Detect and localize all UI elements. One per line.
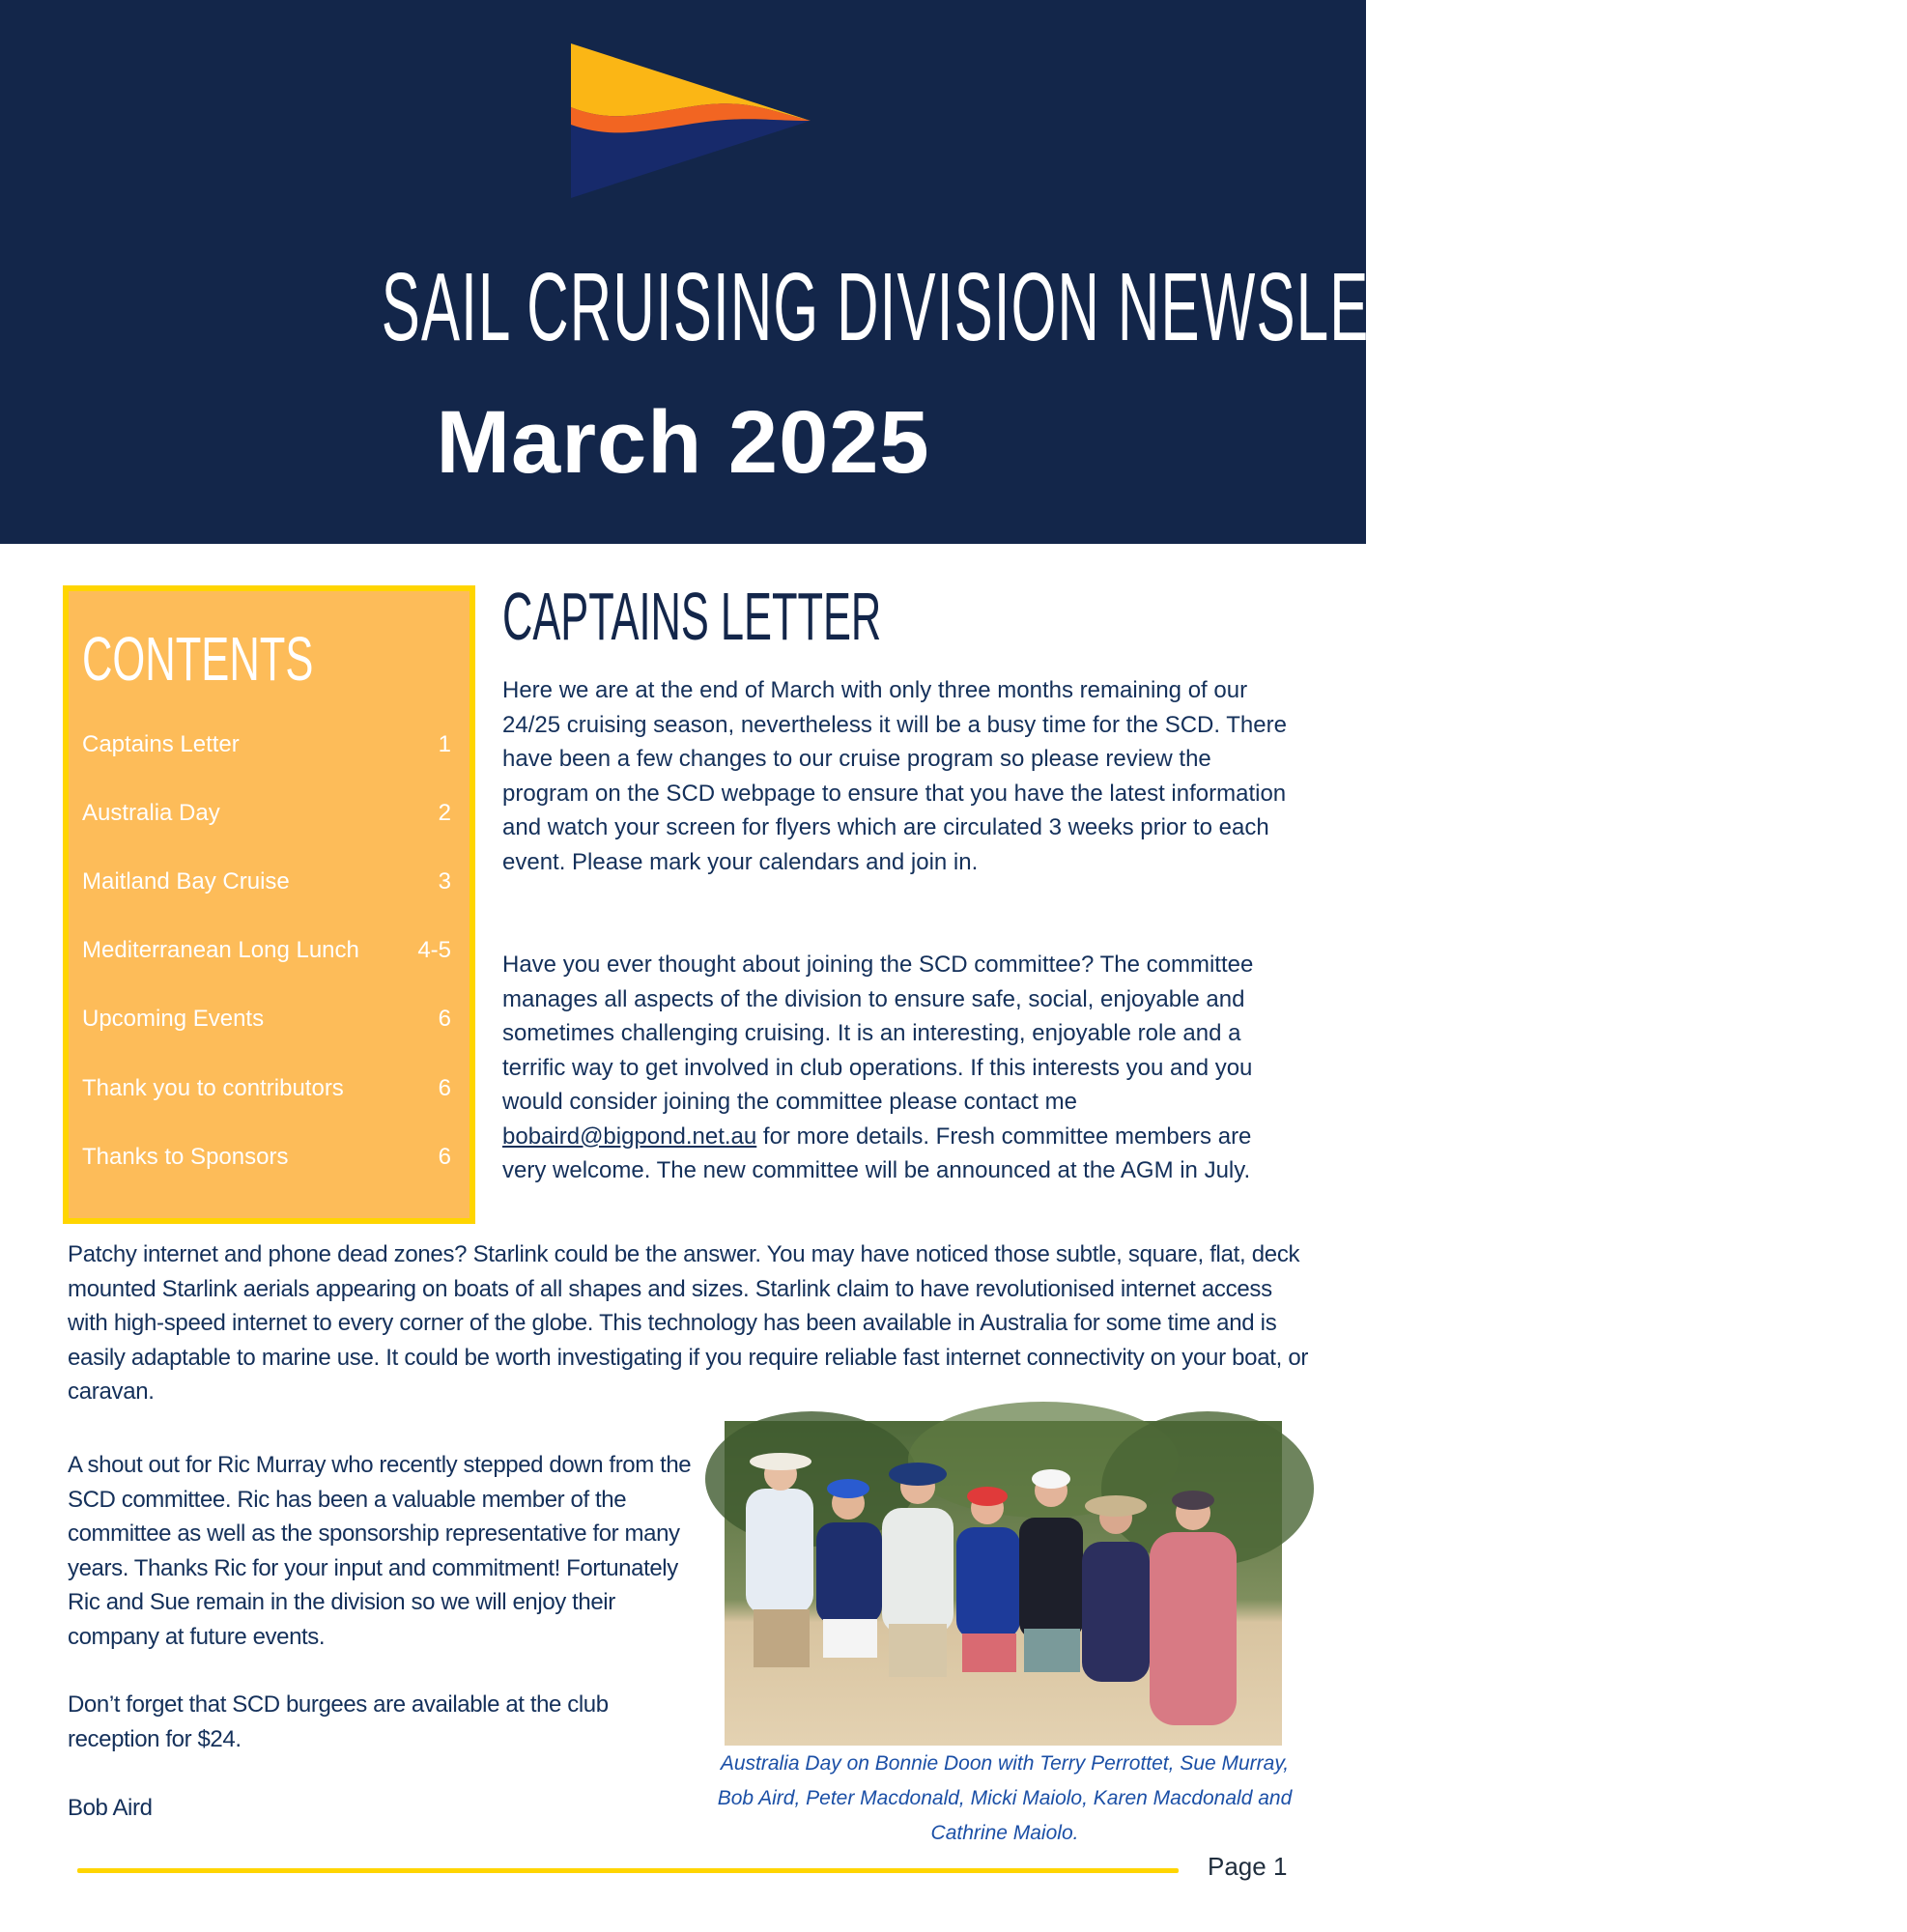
toc-item-upcoming-events[interactable] (82, 1003, 451, 1036)
toc-item-label: Upcoming Events (82, 1006, 265, 1032)
captains-letter-paragraph-1 (502, 673, 1299, 879)
toc-item-thank-you-contributors[interactable] (82, 1072, 451, 1105)
email-link[interactable]: bobaird@bigpond.net.au (502, 1122, 757, 1150)
toc-item-label: Mediterranean Long Lunch (82, 937, 359, 963)
newsletter-title: SAIL CRUISING DIVISION NEWSLETTER (381, 253, 1525, 361)
toc-item-page: 6 (438, 1144, 451, 1170)
toc-item-label: Captains Letter (82, 731, 240, 757)
toc-item-captains-letter[interactable] (82, 728, 451, 761)
toc-item-label: Thanks to Sponsors (82, 1144, 289, 1170)
footer-divider (77, 1868, 1179, 1873)
captains-letter-heading: CAPTAINS LETTER (502, 579, 882, 654)
paragraph-text: Don’t forget that SCD burgees are available at the club reception for $24. (68, 1691, 609, 1752)
newsletter-header (0, 0, 1525, 544)
paragraph-text: Patchy internet and phone dead zones? Starlink could be the answer. You may have noticed those subtle, square, flat, deck mounted Starlink aerials appearing on boats of all shapes and sizes. Starlink claim to have revolutionised internet access with high-speed internet to every corner of the globe. This technology has been available in Australia for some time and is easily adaptable to marine use. It could be worth investigating if you require reliable fast internet connectivity on your boat, or caravan. (68, 1241, 1309, 1405)
burgee-flag-logo (571, 43, 811, 198)
toc-item-page: 6 (438, 1006, 451, 1032)
toc-item-page: 4-5 (417, 937, 451, 963)
paragraph-text (502, 948, 1299, 1188)
toc-item-maitland-bay-cruise[interactable] (82, 866, 451, 898)
paragraph-text-start: Have you ever thought about joining the SCD committee? The committee manages all aspects of the division to ensure safe, social, enjoyable and sometimes challenging cruising. It is an interesting, enjoyable role and a terrific way to get involved in club operations. If this interests you and you would consider joining the committee please contact me (502, 952, 1254, 1115)
toc-item-page: 3 (438, 868, 451, 895)
photo-caption: Australia Day on Bonnie Doon with Terry Perrottet, Sue Murray, Bob Aird, Peter Macdonald, Micki Maiolo, Karen Macdonald and Cathrine Maiolo. (717, 1752, 1293, 1844)
group-photo-illustration (725, 1421, 1282, 1746)
paragraph-text: A shout out for Ric Murray who recently stepped down from the SCD committee. Ric has been a valuable member of the committee as well as the sponsorship representative for many years. Thanks Ric for your input and commitment! Fortunately Ric and Sue remain in the division so we will enjoy their company at future events. (68, 1452, 692, 1650)
ric-murray-paragraph (68, 1448, 705, 1654)
page-number: Page 1 (1208, 1852, 1288, 1881)
contents-box (63, 585, 475, 1224)
contents-heading: CONTENTS (82, 624, 314, 694)
toc-item-page: 1 (438, 731, 451, 757)
toc-item-page: 2 (438, 800, 451, 826)
issue-date: March 2025 (436, 393, 930, 492)
australia-day-photo (725, 1421, 1282, 1746)
toc-item-mediterranean-long-lunch[interactable] (82, 934, 451, 967)
toc-item-page: 6 (438, 1075, 451, 1101)
signature-text: Bob Aird (68, 1795, 153, 1821)
paragraph-text-end: for more details. Fresh committee members are very welcome. The new committee will be announced at the AGM in July. (502, 1122, 1252, 1183)
toc-item-label: Maitland Bay Cruise (82, 868, 290, 895)
burgees-paragraph (68, 1688, 705, 1756)
captains-letter-paragraph-2 (502, 948, 1299, 1188)
signature (68, 1791, 705, 1826)
toc-item-label: Australia Day (82, 800, 220, 826)
paragraph-text: Here we are at the end of March with only three months remaining of our 24/25 cruising season, nevertheless it will be a busy time for the SCD. There have been a few changes to our cruise program so please review the program on the SCD webpage to ensure that you have the latest information and watch your screen for flyers which are circulated 3 weeks prior to each event. Please mark your calendars and join in. (502, 677, 1287, 875)
starlink-paragraph (68, 1237, 1309, 1409)
toc-item-thanks-sponsors[interactable] (82, 1141, 451, 1174)
toc-item-australia-day[interactable] (82, 797, 451, 830)
toc-item-label: Thank you to contributors (82, 1075, 344, 1101)
